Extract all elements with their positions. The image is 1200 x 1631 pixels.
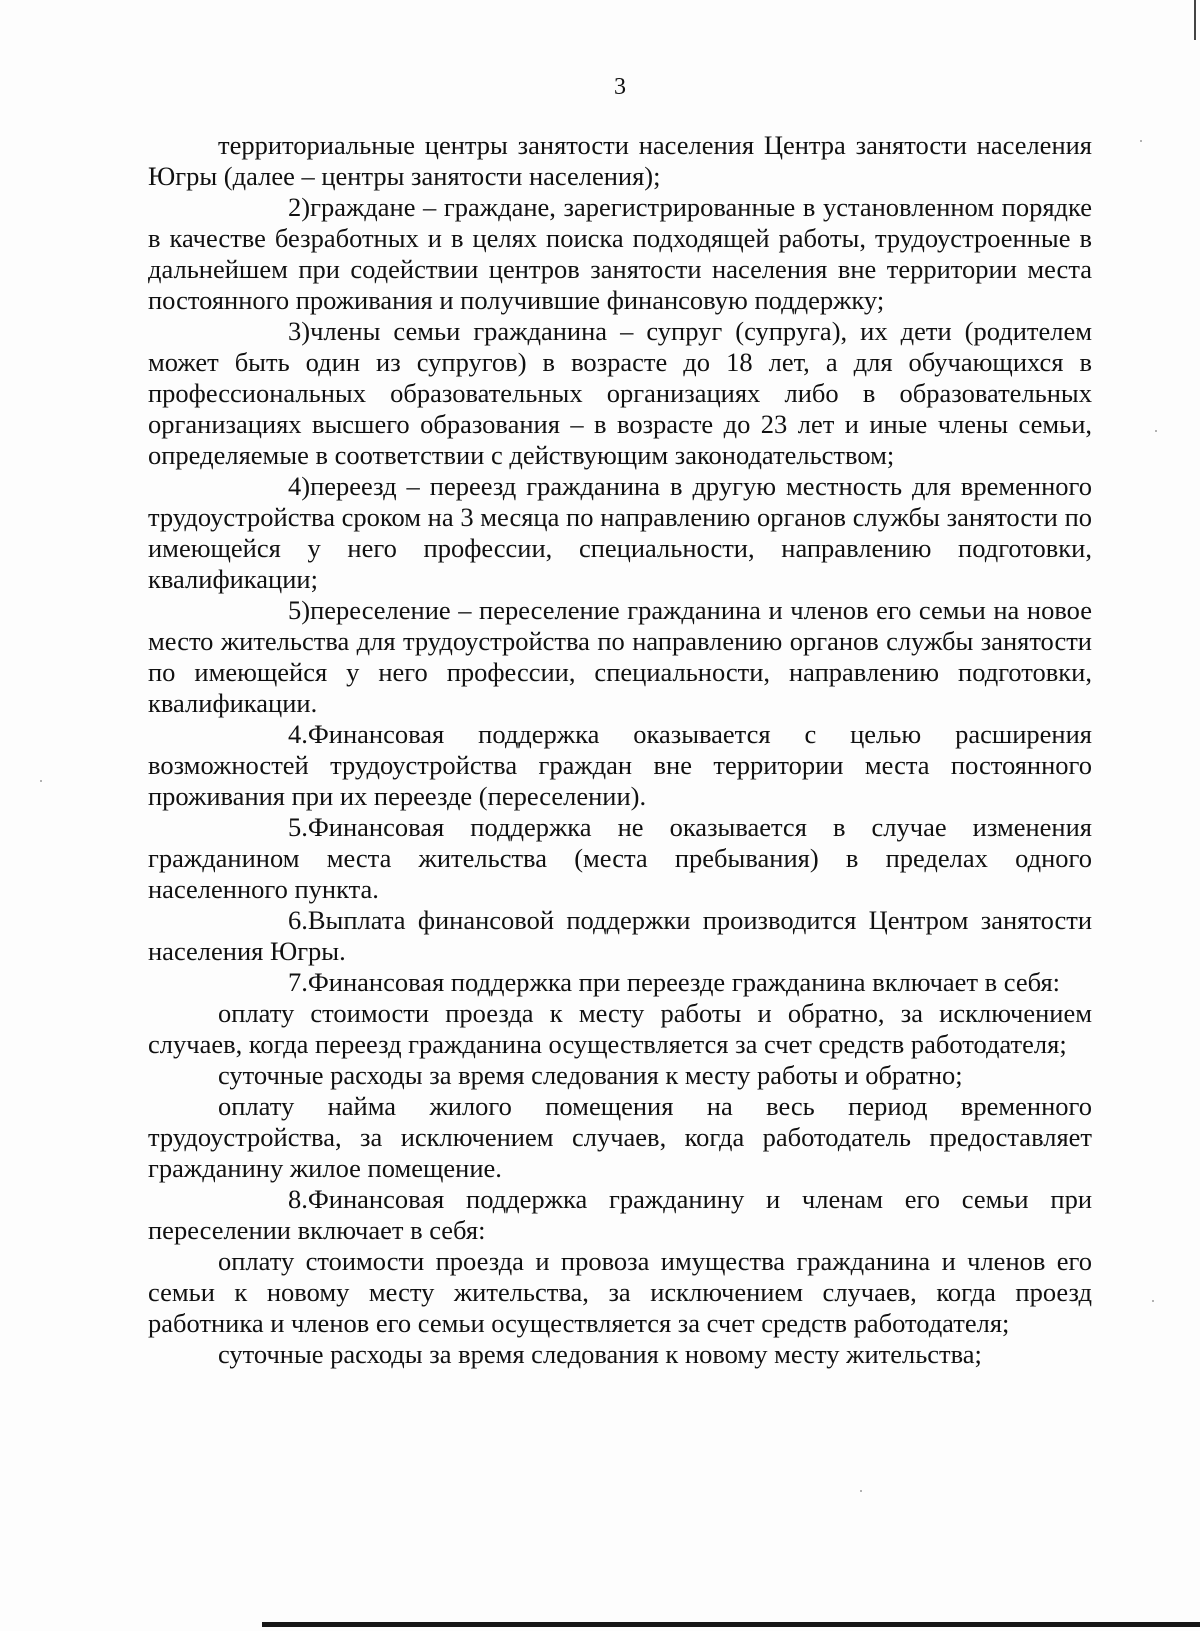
paragraph-item-4 bbox=[148, 471, 1092, 595]
paragraph-text: оплату стоимости проезда к месту работы и обратно, за исключением случаев, когда переезд гражданина осуществляется за счет средств работодателя; bbox=[148, 998, 1092, 1059]
paragraph-text: Финансовая поддержка не оказывается в случае изменения гражданином места жительства (места пребывания) в пределах одного населенного пункта. bbox=[148, 812, 1092, 904]
paragraph-text: члены семьи гражданина – супруг (супруга), их дети (родителем может быть один из супругов) в возрасте до 18 лет, а для обучающихся в профессиональных образовательных организациях либо в образовательных организациях высшего образования – в возрасте до 23 лет и иные члены семьи, определяемые в соответствии с действующим законодательством; bbox=[148, 316, 1092, 470]
paragraph-text: Финансовая поддержка при переезде гражданина включает в себя: bbox=[307, 967, 1061, 997]
paragraph-section-6 bbox=[148, 905, 1092, 967]
paragraph-text: оплату найма жилого помещения на весь период временного трудоустройства, за исключением случаев, когда работодатель предоставляет гражданину жилое помещение. bbox=[148, 1091, 1092, 1183]
paragraph-text: суточные расходы за время следования к новому месту жительства; bbox=[218, 1339, 982, 1369]
paragraph-text: суточные расходы за время следования к месту работы и обратно; bbox=[218, 1060, 963, 1090]
paragraph-text: переселение – переселение гражданина и членов его семьи на новое место жительства для трудоустройства по направлению органов службы занятости по имеющейся у него профессии, специальности, направлению подготовки, квалификации. bbox=[148, 595, 1092, 718]
paragraph-text: граждане – граждане, зарегистрированные в установленном порядке в качестве безработных и в целях поиска подходящей работы, трудоустроенные в дальнейшем при содействии центров занятости населения вне территории места постоянного проживания и получившие финансовую поддержку; bbox=[148, 192, 1092, 315]
paragraph-continuation bbox=[148, 130, 1092, 192]
paragraph-text: оплату стоимости проезда и провоза имущества гражданина и членов его семьи к новому месту жительства, за исключением случаев, когда проезд работника и членов его семьи осуществляется за счет средств работодателя; bbox=[148, 1246, 1092, 1338]
paragraph-text: Выплата финансовой поддержки производится Центром занятости населения Югры. bbox=[148, 905, 1092, 966]
paragraph-subitem bbox=[148, 998, 1092, 1060]
item-number: 2) bbox=[288, 192, 311, 222]
paragraph-subitem bbox=[148, 1339, 1092, 1370]
section-number: 6. bbox=[288, 905, 308, 935]
item-number: 5) bbox=[288, 595, 311, 625]
section-number: 7. bbox=[288, 967, 308, 997]
paragraph-text: переезд – переезд гражданина в другую местность для временного трудоустройства сроком на 3 месяца по направлению органов службы занятости по имеющейся у него профессии, специальности, направлению подготовки, квалификации; bbox=[148, 471, 1092, 594]
paragraph-item-5 bbox=[148, 595, 1092, 719]
paragraph-section-7 bbox=[148, 967, 1092, 998]
scan-speck bbox=[1140, 140, 1142, 142]
paragraph-section-4 bbox=[148, 719, 1092, 812]
paragraph-text: территориальные центры занятости населения Центра занятости населения Югры (далее – центры занятости населения); bbox=[148, 130, 1092, 191]
paragraph-subitem bbox=[148, 1246, 1092, 1339]
scan-speck bbox=[860, 1490, 862, 1492]
paragraph-subitem bbox=[148, 1060, 1092, 1091]
item-number: 3) bbox=[288, 316, 311, 346]
scan-edge-mark bbox=[1194, 0, 1196, 40]
scan-speck bbox=[1155, 430, 1157, 432]
paragraph-section-8 bbox=[148, 1184, 1092, 1246]
section-number: 5. bbox=[288, 812, 308, 842]
paragraph-item-3 bbox=[148, 316, 1092, 471]
item-number: 4) bbox=[288, 471, 311, 501]
paragraph-text: Финансовая поддержка оказывается с целью расширения возможностей трудоустройства граждан вне территории места постоянного проживания при их переезде (переселении). bbox=[148, 719, 1092, 811]
paragraph-item-2 bbox=[148, 192, 1092, 316]
bottom-scan-border bbox=[262, 1622, 1200, 1627]
section-number: 8. bbox=[288, 1184, 308, 1214]
section-number: 4. bbox=[288, 719, 308, 749]
paragraph-text: Финансовая поддержка гражданину и членам его семьи при переселении включает в себя: bbox=[148, 1184, 1092, 1245]
paragraph-section-5 bbox=[148, 812, 1092, 905]
document-body bbox=[148, 130, 1092, 1370]
scan-speck bbox=[1152, 1300, 1154, 1302]
scan-speck bbox=[40, 780, 42, 782]
paragraph-subitem bbox=[148, 1091, 1092, 1184]
page-number: 3 bbox=[614, 74, 626, 100]
